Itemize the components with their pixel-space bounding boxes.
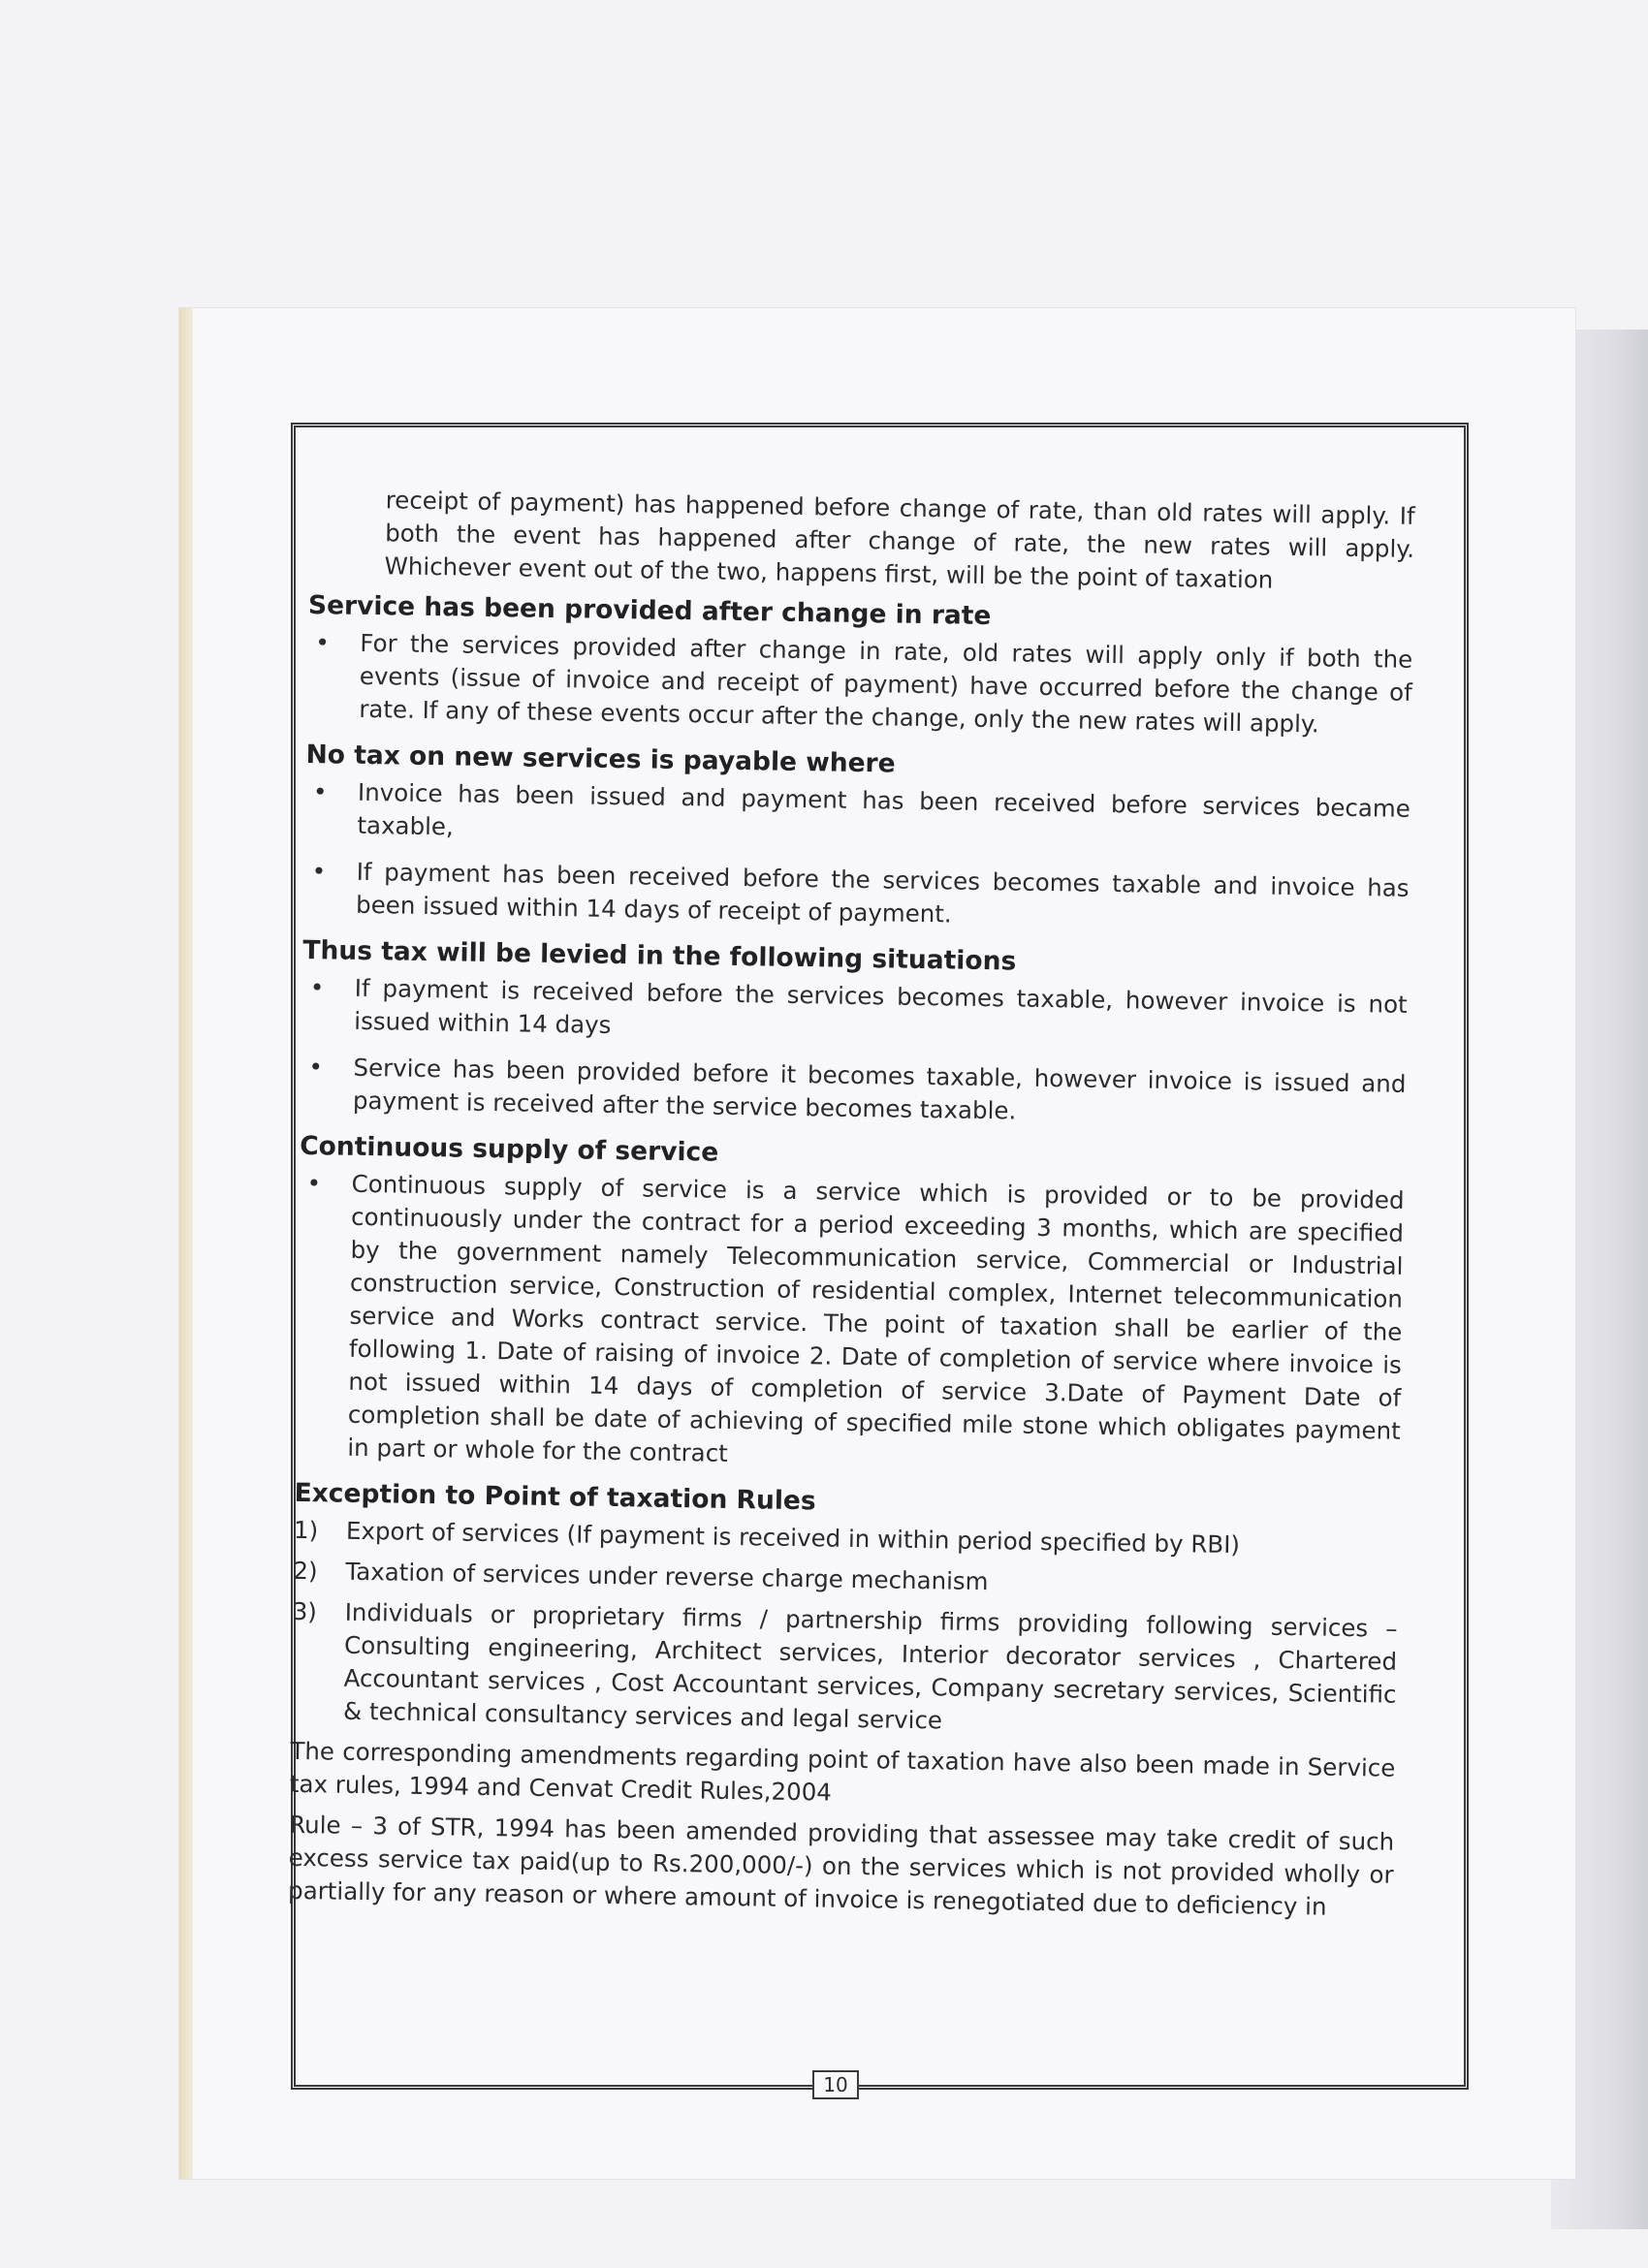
list-number: 3) (292, 1596, 318, 1626)
section-heading: Thus tax will be levied in the following situations (302, 934, 1017, 977)
list-item-text: Continuous supply of service is a service which is provided or to be provided continuously under the contract for a period exceeding 3 months, which are specified by the government namely Telecommunication service, Commercial or Industrial construction service, Construction of residential complex, Internet telecommunication service and Works contract service. The point of taxation shall be earlier of the following 1. Date of raising of invoice 2. Date of completion of service where invoice is not issued within 14 days of completion of service 3.Date of Payment Date of completion shall be date of achieving of specified mile stone which obligates payment in part or whole for the contract (347, 1169, 1405, 1467)
list-item (301, 1051, 1407, 1134)
rule-3-paragraph: Rule – 3 of STR, 1994 has been amended providing that assessee may take credit of such excess service tax paid(up to Rs.200,000/-) on the services which is not provided wholly or partially for any reason or where amount of invoice is renegotiated due to deficiency in (287, 1810, 1395, 1921)
section-continuous-supply (295, 1130, 1405, 1481)
list-item-text: Export of services (If payment is received in within period specified by RBI) (345, 1516, 1241, 1559)
list-item-text: Taxation of services under reverse charge mechanism (345, 1557, 989, 1596)
page-content (288, 483, 1415, 1933)
section-tax-levied (301, 934, 1409, 1134)
bullet-list (303, 775, 1410, 938)
section-heading: Continuous supply of service (300, 1130, 719, 1168)
section-heading: Service has been provided after change in rate (307, 589, 992, 632)
section-heading: No tax on new services is payable where (305, 739, 896, 779)
list-number: 2) (293, 1556, 318, 1586)
list-item (304, 775, 1410, 859)
list-item (306, 626, 1412, 742)
list-item-text: If payment has been received before the services becomes taxable and invoice has been issued within 14 days of receipt of payment. (355, 857, 1410, 929)
continuation-paragraph: receipt of payment) has happened before change of rate, than old rates will apply. If both the event has happened after change of rate, the new rates will apply. Whichever event out of the two, happens first, will be the point of taxation (384, 486, 1415, 594)
amendments-paragraph: The corresponding amendments regarding point of taxation have also been made in Service tax rules, 1994 and Cenvat Credit Rules,2004 (289, 1736, 1396, 1807)
list-item-text: Individuals or proprietary firms / partnership firms providing following services – Consulting engineering, Architect services, Interior decorator services , Chartered Accountant services , Cost Accountant services, Company secretary services, Scientific & technical consultancy services and legal service (342, 1597, 1398, 1735)
page-spine (179, 308, 193, 2179)
list-item-text: Invoice has been issued and payment has been received before services became taxable, (357, 777, 1411, 841)
bullet-list (306, 626, 1412, 742)
list-item (301, 971, 1408, 1055)
bullet-list (295, 1167, 1405, 1481)
bullet-icon: • (306, 1169, 322, 1198)
bullet-icon: • (312, 777, 328, 806)
section-no-tax (303, 739, 1411, 938)
list-item-text: Service has been provided before it becomes taxable, however invoice is issued and payment is received after the service becomes taxable. (352, 1053, 1407, 1125)
bullet-icon: • (309, 973, 325, 1002)
bullet-icon: • (308, 1053, 324, 1082)
section-heading: Exception to Point of taxation Rules (294, 1477, 816, 1517)
page-number: 10 (812, 2070, 859, 2099)
bullet-list (301, 971, 1408, 1134)
list-item-text: For the services provided after change in rate, old rates will apply only if both the events (issue of invoice and receipt of payment) have occurred before the change of rate. If any of these events occur after the change, only the new rates will apply. (359, 628, 1413, 739)
bullet-icon: • (315, 628, 331, 657)
section-exceptions (291, 1477, 1400, 1745)
list-item (295, 1167, 1405, 1481)
list-item-text: If payment is received before the services becomes taxable, however invoice is not issued within 14 days (354, 973, 1408, 1039)
list-number: 1) (293, 1515, 319, 1545)
list-item (303, 855, 1410, 938)
list-item (291, 1595, 1398, 1745)
section-after-change (306, 589, 1413, 742)
bullet-icon: • (311, 857, 327, 886)
numbered-list (291, 1514, 1399, 1745)
